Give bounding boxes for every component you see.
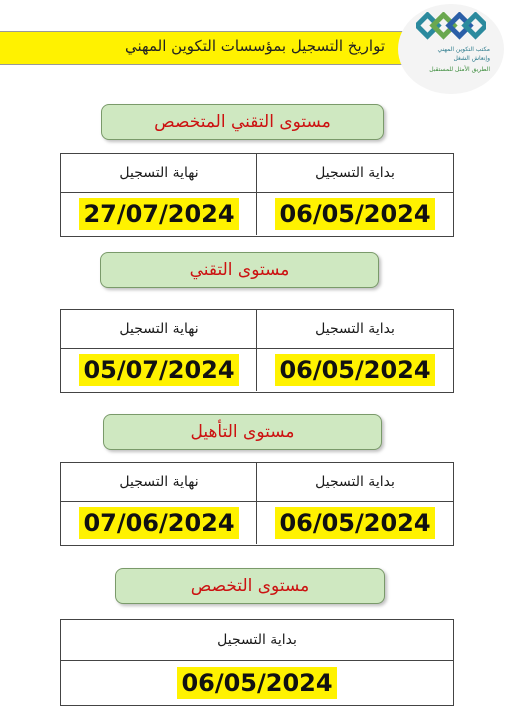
end-label: نهاية التسجيل: [119, 321, 199, 337]
level-title-qualification: مستوى التأهيل: [103, 414, 382, 450]
end-date: 07/06/2024: [79, 507, 238, 539]
start-date-cell: [256, 192, 453, 235]
table-header-row: [61, 154, 453, 193]
start-label-cell: [256, 463, 453, 501]
start-label-cell: [61, 620, 453, 660]
end-label: نهاية التسجيل: [119, 165, 199, 181]
end-date: 05/07/2024: [79, 354, 238, 386]
end-date-cell: [61, 192, 257, 235]
end-date-cell: [61, 501, 257, 544]
level-title-specialized-technician: مستوى التقني المتخصص: [101, 104, 384, 140]
start-label: بداية التسجيل: [217, 632, 297, 648]
start-date: 06/05/2024: [275, 354, 434, 386]
ofppt-logo: [398, 4, 504, 94]
header-bar: [0, 31, 420, 65]
start-date-cell: [256, 501, 453, 544]
start-date-cell: [61, 660, 453, 705]
logo-mark-icon: [416, 12, 486, 42]
logo-tagline: الطريق الأمثل للمستقبل: [429, 66, 490, 73]
start-label: بداية التسجيل: [315, 474, 395, 490]
table-header-row: [61, 620, 453, 661]
end-label-cell: [61, 463, 257, 501]
logo-text-line2: وإنعاش الشغل: [453, 55, 490, 62]
start-date: 06/05/2024: [177, 667, 336, 699]
start-label: بداية التسجيل: [315, 165, 395, 181]
end-date: 27/07/2024: [79, 198, 238, 230]
table-dates-row: [61, 660, 453, 705]
table-dates-row: [61, 348, 453, 391]
end-label-cell: [61, 310, 257, 348]
table-header-row: [61, 463, 453, 502]
dates-table-specialized-technician: [60, 153, 454, 237]
table-header-row: [61, 310, 453, 349]
start-label: بداية التسجيل: [315, 321, 395, 337]
start-date: 06/05/2024: [275, 198, 434, 230]
dates-table-technician: [60, 309, 454, 393]
start-label-cell: [256, 310, 453, 348]
level-title-technician: مستوى التقني: [100, 252, 379, 288]
page-title: تواريخ التسجيل بمؤسسات التكوين المهني: [125, 37, 385, 55]
end-label-cell: [61, 154, 257, 192]
dates-table-specialization: [60, 619, 454, 706]
end-label: نهاية التسجيل: [119, 474, 199, 490]
level-title-specialization: مستوى التخصص: [115, 568, 385, 604]
start-date: 06/05/2024: [275, 507, 434, 539]
start-date-cell: [256, 348, 453, 391]
start-label-cell: [256, 154, 453, 192]
table-dates-row: [61, 192, 453, 235]
dates-table-qualification: [60, 462, 454, 546]
end-date-cell: [61, 348, 257, 391]
table-dates-row: [61, 501, 453, 544]
logo-text-line1: مكتب التكوين المهني: [437, 46, 490, 53]
